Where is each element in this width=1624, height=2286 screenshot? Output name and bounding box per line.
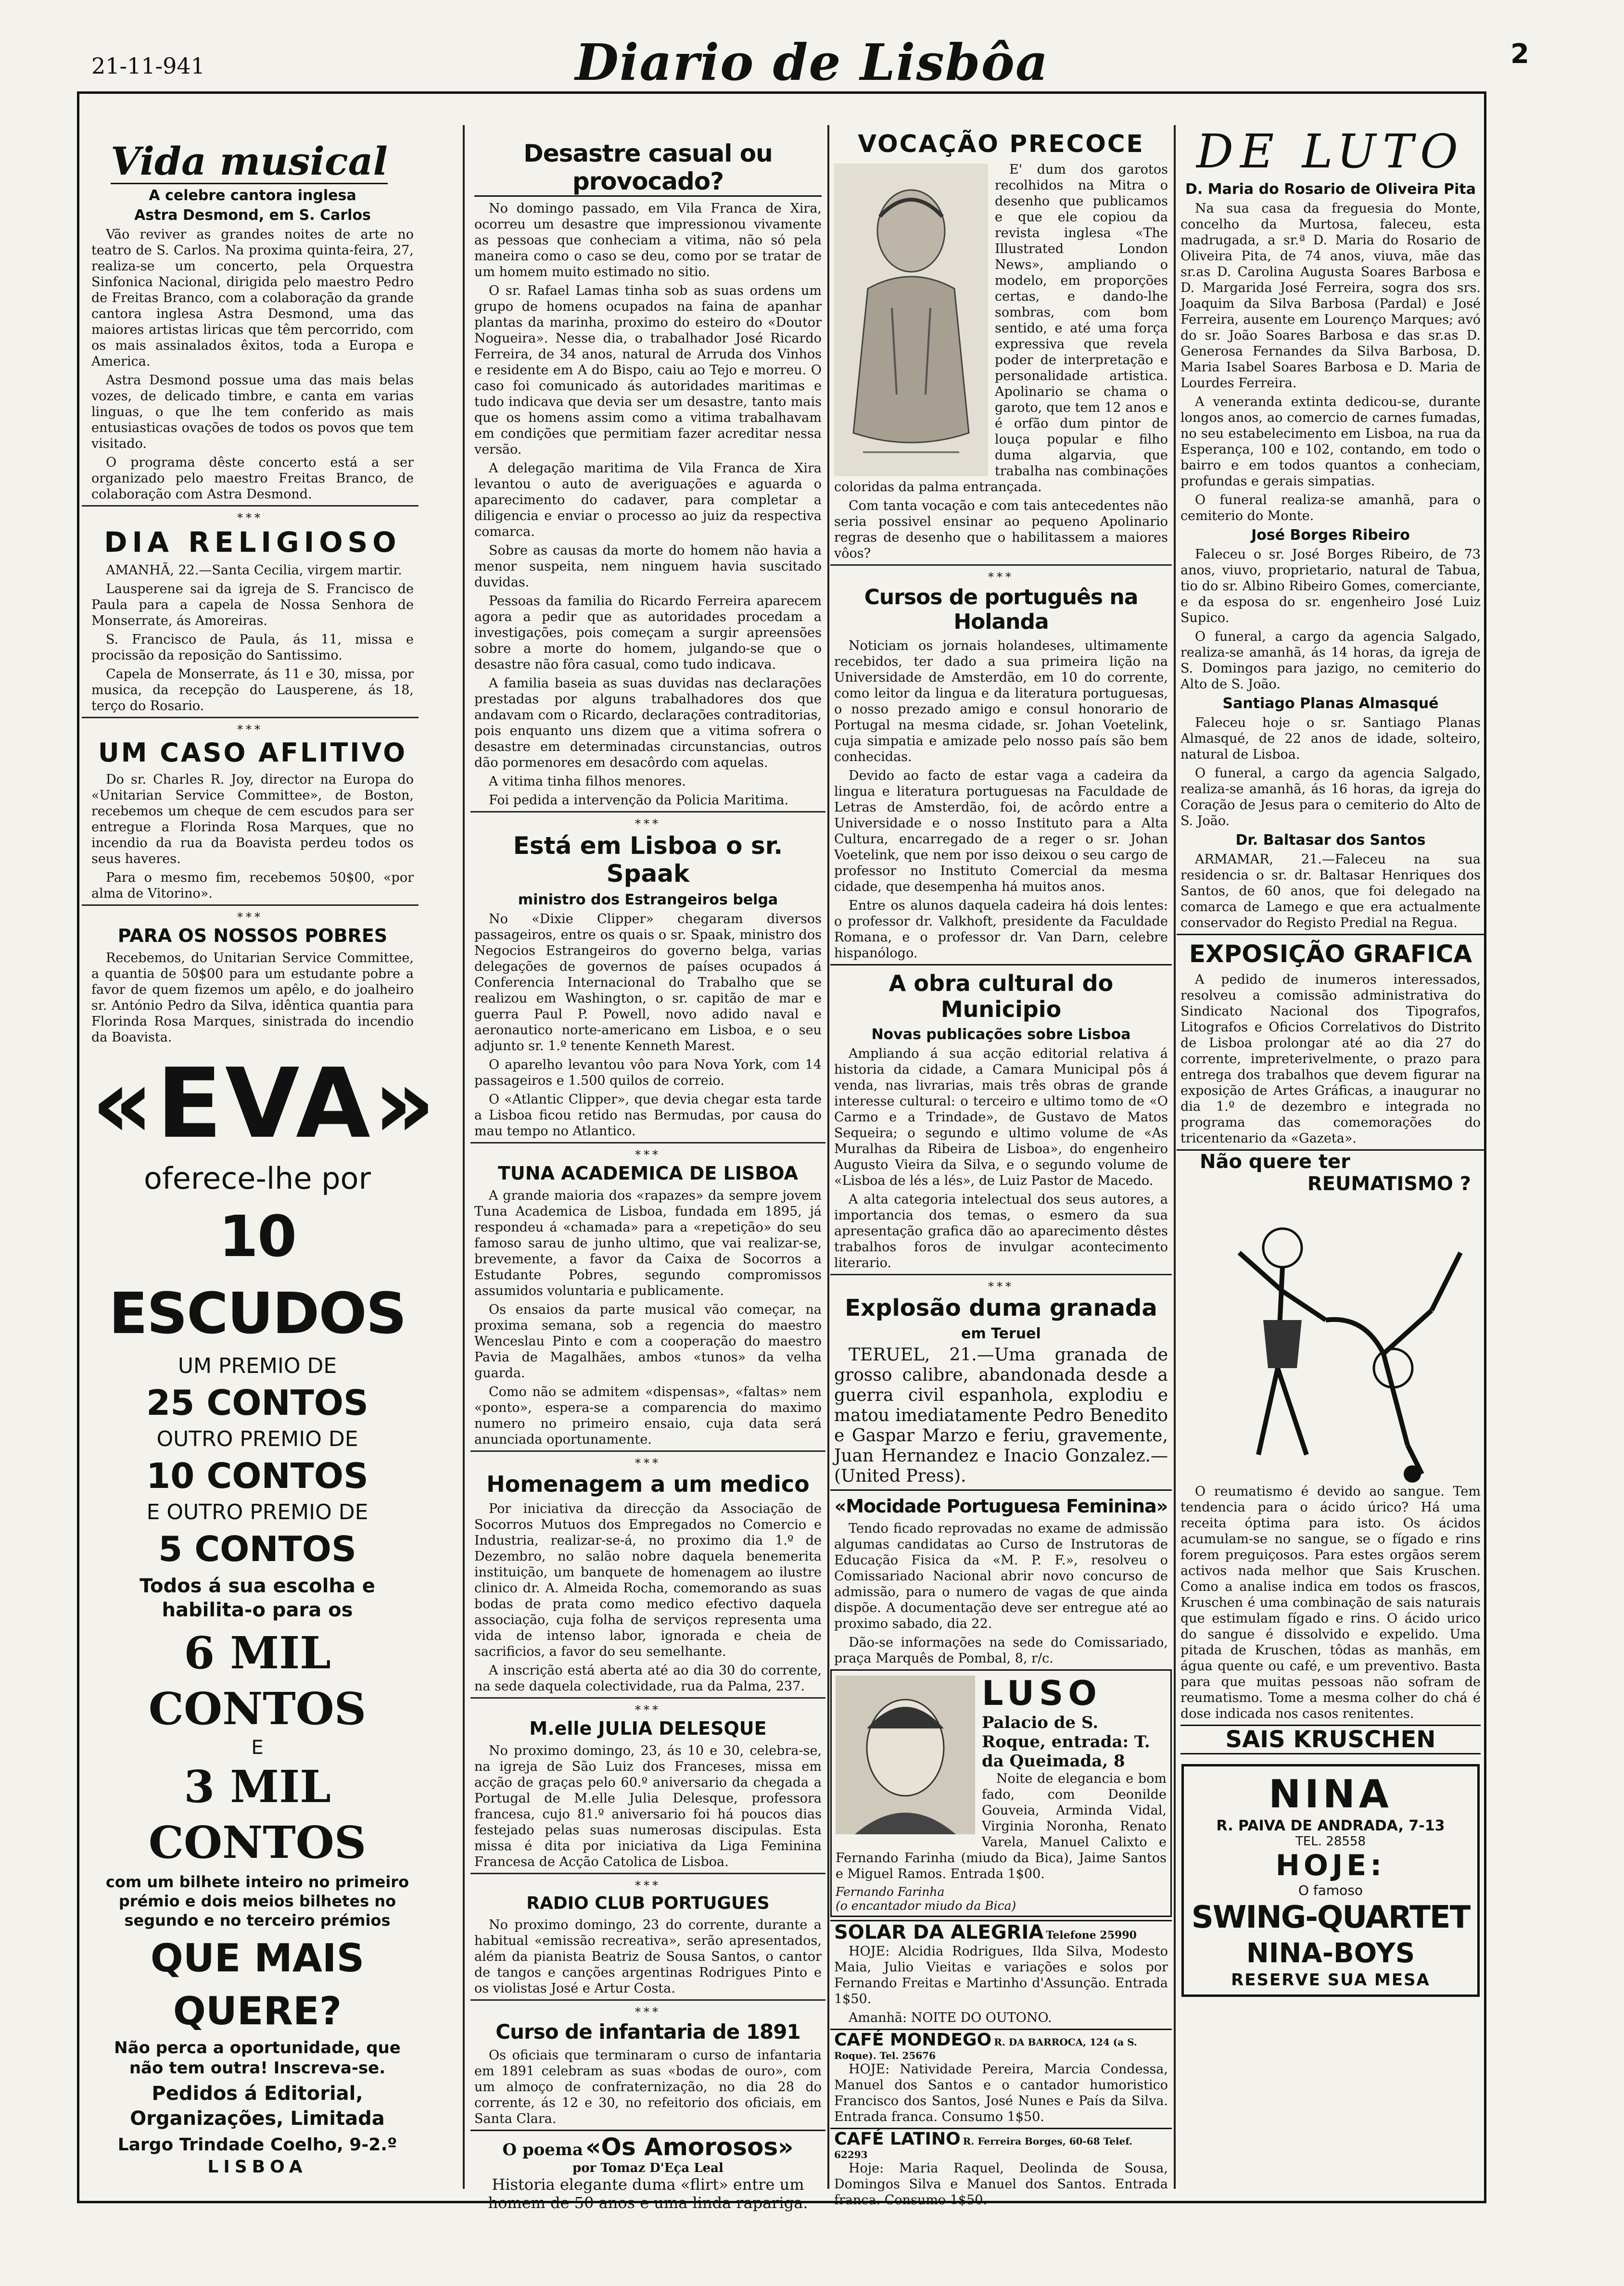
separator: ⁎⁎⁎ bbox=[470, 1697, 825, 1713]
article-paragraph: A veneranda extinta dedicou-se, durante longos anos, ao comercio de carnes fumadas, no seu estabelecimento em Lisboa, na rua da Esperança, 100 e 102, contando, em todo o bairro e em todos quantos a conheciam, profundas e gerais simpatias. bbox=[1180, 394, 1481, 489]
article-paragraph: No proximo domingo, 23, ás 10 e 30, celebra-se, na igreja de São Luiz dos Franceses, missa em acção de graças pelo 60.º aniversario da chegada a Portugal de M.elle Julia Delesque, professora francesa, cujo 81.º aniversario foi há poucos dias festejado pelas suas numerosas discipulas. Esta missa é dita por iniciativa da Liga Feminina Francesa de Acção Catolica de Lisboa. bbox=[474, 1743, 822, 1869]
eva-and: E bbox=[251, 1737, 264, 1759]
infantaria-article bbox=[470, 2020, 825, 2127]
eva-jackpot-2: 3 MIL CONTOS bbox=[148, 1761, 367, 1868]
nina-today: HOJE: bbox=[1275, 1849, 1386, 1882]
holanda-article bbox=[830, 585, 1172, 961]
separator: ⁎⁎⁎ bbox=[470, 1873, 825, 1889]
article-paragraph: Noticiam os jornais holandeses, ultimamente recebidos, ter dado a sua primeira lição na Universidade de Amsterdão, em 10 do corrente, como leitor da lingua e da literatura portuguesas, o nosso prezado amigo e consul honorario de Portugal na mesma cidade, sr. Johan Voetelink, cuja simpatia e amizade pelo nosso país são bem conhecidas. bbox=[834, 638, 1168, 764]
luso-caption-2: (o encantador miudo da Bica) bbox=[836, 1899, 1016, 1913]
solar-ad bbox=[830, 1920, 1172, 2026]
article-paragraph: Os oficiais que terminaram o curso de infantaria em 1891 celebram as suas «bodas de ouro», com um almoço de confraternização, no dia 28 do corrente, ás 12 e 30, no refeitorio dos oficiais, em Santa Clara. bbox=[474, 2048, 822, 2126]
eva-price: 10 ESCUDOS bbox=[109, 1203, 406, 1346]
amorosos-author: por Tomaz D'Eça Leal bbox=[572, 2161, 723, 2175]
eva-address: Largo Trindade Coelho, 9-2.º bbox=[117, 2135, 397, 2155]
amorosos-pre: O poema bbox=[502, 2140, 584, 2159]
homenagem-article bbox=[470, 1471, 825, 1694]
article-paragraph: Sobre as causas da morte do homem não havia a menor suspeita, nem ninguem havia suscitado duvidas. bbox=[474, 543, 822, 590]
solar-text-2: Amanhã: NOITE DO OUTONO. bbox=[849, 2010, 1052, 2025]
article-paragraph: Recebemos, do Unitarian Service Committee, a quantia de 50$00 para um estudante pobre a favor de quem fizemos um apêlo, e do joalheiro sr. António Pedro da Silva, idêntica quantia para Florinda Rosa Marques, sinistrada do incendio da Boavista. bbox=[91, 951, 414, 1045]
luso-address: Palacio de S. Roque, entrada: T. da Queimada, 8 bbox=[982, 1713, 1150, 1771]
radio-heading: RADIO CLUB PORTUGUES bbox=[526, 1893, 770, 1913]
vocacao-article bbox=[830, 130, 1172, 561]
article-paragraph: Faleceu hoje o sr. Santiago Planas Almasqué, de 22 anos de idade, solteiro, natural de Lisboa. bbox=[1180, 715, 1481, 762]
latino-address: R. Ferreira Borges, 60-68 Telef. 62293 bbox=[834, 2135, 1133, 2160]
eva-advertisement bbox=[91, 1048, 439, 2177]
eva-prize-line: OUTRO PREMIO DE bbox=[156, 1427, 358, 1451]
page-number: 2 bbox=[1510, 38, 1529, 70]
article-paragraph: Tendo ficado reprovadas no exame de admissão algumas candidatas ao Curso de Instrutoras de Educação Fisica da «M. P. F.», resolveu o Comissariado Nacional abrir novo concurso de admissão, para o numero de vagas de que ainda dispõe. A documentação deve ser entregue até ao proximo sabado, dia 22. bbox=[834, 1521, 1168, 1631]
obituary-name: D. Maria do Rosario de Oliveira Pita bbox=[1185, 181, 1476, 198]
eva-prize-amount: 25 CONTOS bbox=[146, 1383, 368, 1423]
caso-aflitivo-heading: UM CASO AFLITIVO bbox=[98, 737, 407, 768]
article-paragraph: O «Atlantic Clipper», que devia chegar esta tarde a Lisboa ficou retido nas Bermudas, por causa do mau tempo no Atlantico. bbox=[474, 1092, 822, 1139]
separator: ⁎⁎⁎ bbox=[830, 564, 1172, 580]
issue-date: 21-11-941 bbox=[91, 53, 205, 79]
solar-phone: Telefone 25990 bbox=[1046, 1929, 1137, 1942]
column-2 bbox=[470, 96, 825, 2212]
radio-article bbox=[470, 1893, 825, 1996]
luso-caption: Fernando Farinha bbox=[836, 1885, 945, 1899]
article-paragraph: Faleceu o sr. José Borges Ribeiro, de 73 anos, viuvo, proprietario, natural de Tabua, tio do sr. Albino Ribeiro Gomes, comerciante, e da esposa do sr. engenheiro José Luiz Supico. bbox=[1180, 547, 1481, 625]
nina-logo: NINA bbox=[1269, 1772, 1393, 1816]
article-paragraph: No domingo passado, em Vila Franca de Xira, ocorreu um desastre que impressionou vivamente as pessoas que conheciam a vitima, não só pela maneira como o caso se deu, como por se tratar de um homem muito estimado no sitio. bbox=[474, 201, 822, 279]
article-paragraph: Astra Desmond possue uma das mais belas vozes, de delicado timbre, e canta em varias linguas, o que lhe tem conferido as mais entusiasticas ovações de todos os povos que tem visitado. bbox=[91, 373, 414, 451]
homenagem-heading: Homenagem a um medico bbox=[486, 1471, 810, 1497]
delesque-heading: M.elle JULIA DELESQUE bbox=[529, 1718, 767, 1739]
article-paragraph: O funeral, a cargo da agencia Salgado, realiza-se amanhã, ás 16 horas, da igreja do Coração de Jesus para o cemiterio do Alto de S. João. bbox=[1180, 766, 1481, 828]
article-paragraph: A grande maioria dos «rapazes» da sempre jovem Tuna Academica de Lisboa, fundada em 1895, já respondeu á «chamada» para a «repetição» do seu famoso sarau de junho ultimo, que vai realizar-se, brevemente, a favor da Caixa de Socorros a Estudante Pobres, segundo compromissos assumidos voluntaria e publicamente. bbox=[474, 1188, 822, 1298]
article-paragraph: A alta categoria intelectual dos seus autores, a importancia dos temas, o esmero da sua apresentação grafica dão ao aparecimento dêstes trabalhos foros de invulgar acontecimento literario. bbox=[834, 1192, 1168, 1270]
article-paragraph: E' dum dos garotos recolhidos na Mitra o desenho que publicamos e que ele copiou da revista inglesa «The Illustrated London News», ampliando o modelo, em proporções certas, e dando-lhe sombras, com bom sentido, e até uma força expressiva que revela poder de interpretação e personalidade artistica. Apolinario se chama o garoto, que tem 12 anos e é orfão dum pintor de louça popular e filho duma algarvia, que trabalha nas combinações coloridas da palma entrançada. bbox=[834, 162, 1168, 495]
column-4 bbox=[1177, 96, 1484, 2194]
column-rule bbox=[827, 125, 829, 2189]
column-rule bbox=[1174, 125, 1176, 2189]
mondego-ad bbox=[830, 2029, 1172, 2125]
eva-question: QUE MAIS QUERE? bbox=[150, 1936, 365, 2033]
article-paragraph: O aparelho levantou vôo para Nova York, com 14 passageiros e 1.500 quilos de correio. bbox=[474, 1057, 822, 1088]
kruschen-brand: SAIS KRUSCHEN bbox=[1180, 1725, 1481, 1754]
delesque-article bbox=[470, 1718, 825, 1870]
luso-text: Noite de elegancia e bom fado, com Deonilde Gouveia, Arminda Vidal, Virginia Noronha, Renato Varela, Manuel Calixto e Fernando Farinha (miudo da Bica), Jaime Santos e Miguel Ramos. Entrada 1$00. bbox=[836, 1771, 1167, 1881]
article-paragraph: A inscrição está aberta até ao dia 30 do corrente, na sede daquela colectividade, rua da Palma, 237. bbox=[474, 1663, 822, 1694]
vida-musical-subhead-2: Astra Desmond, em S. Carlos bbox=[134, 207, 371, 224]
eva-choice-text: Todos á sua escolha e habilita-o para os bbox=[140, 1575, 375, 1621]
obituary-name: Dr. Baltasar dos Santos bbox=[1235, 832, 1426, 849]
exposicao-heading: EXPOSIÇÃO GRAFICA bbox=[1189, 940, 1472, 968]
article-paragraph: Os ensaios da parte musical vão começar, na proxima semana, sob a regencia do maestro Wenceslau Pinto e com a cooperação do maestro Pavia de Magalhães, ambos «tunos» da velha guarda. bbox=[474, 1302, 822, 1381]
latino-name: CAFÉ LATINO bbox=[834, 2129, 961, 2149]
nina-band: SWING-QUARTET bbox=[1191, 1900, 1470, 1935]
nina-phone: TEL. 28558 bbox=[1295, 1834, 1366, 1849]
dia-religioso-heading: DIA RELIGIOSO bbox=[104, 526, 401, 559]
explosao-heading: Explosão duma granada bbox=[845, 1295, 1157, 1321]
obituary-name: Santiago Planas Almasqué bbox=[1222, 695, 1439, 712]
explosao-subhead: em Teruel bbox=[961, 1325, 1041, 1342]
latino-text: Hoje: Maria Raquel, Deolinda de Sousa, Domingos Silva e Manuel dos Santos. Entrada franca. Consumo 1$50. bbox=[834, 2161, 1168, 2208]
mocidade-article bbox=[830, 1489, 1172, 1666]
municipio-article bbox=[830, 964, 1172, 1271]
obituary-name: José Borges Ribeiro bbox=[1251, 527, 1410, 544]
vida-musical-heading: Vida musical bbox=[111, 139, 388, 184]
kruschen-ad bbox=[1177, 1149, 1484, 1754]
explosao-article bbox=[830, 1295, 1172, 1486]
separator: ⁎⁎⁎ bbox=[470, 1142, 825, 1158]
nina-advertisement bbox=[1181, 1764, 1480, 1997]
article-paragraph: Como não se admitem «dispensas», «faltas» nem «ponto», espera-se a comparencia do maximo numero no primeiro ensaio, cuja data será anunciada oportunamente. bbox=[474, 1384, 822, 1447]
dia-religioso-article bbox=[82, 526, 419, 714]
article-paragraph: O funeral realiza-se amanhã, para o cemiterio do Monte. bbox=[1180, 493, 1481, 523]
solar-text: HOJE: Alcidia Rodrigues, Ilda Silva, Modesto Maia, Julio Vieitas e variações e solos por Fernando Freitas e Martinho d'Assunção. Entrada 1$50. bbox=[834, 1944, 1168, 2007]
article-paragraph: Do sr. Charles R. Joy, director na Europa do «Unitarian Service Committee», de Boston, recebemos um cheque de cem escudos para ser entregue a Florinda Rosa Marques, que no incendio da rua da Boavista perdeu todos os seus haveres. bbox=[91, 772, 414, 866]
nina-famous: O famoso bbox=[1298, 1882, 1363, 1898]
amorosos-ad bbox=[470, 2130, 825, 2214]
article-paragraph: O programa dêste concerto está a ser organizado pelo maestro Freitas Branco, de colaboração com Astra Desmond. bbox=[91, 455, 414, 502]
mondego-name: CAFÉ MONDEGO bbox=[834, 2030, 992, 2050]
article-paragraph: No «Dixie Clipper» chegaram diversos passageiros, entre os quais o sr. Spaak, ministro dos Negocios Estrangeiros do governo belga, varias delegações de governos de países ocupados á Conferencia Internacional do Trabalho que se realizou em Washington, o sr. capitão de mar e guerra Paul P. Powell, novo adido naval e aeronautico norte-americano em Lisboa, e o seu adjunto sr. 1.º tenente Kenneth Marest. bbox=[474, 912, 822, 1054]
article-paragraph: Para o mesmo fim, recebemos 50$00, «por alma de Vitorino». bbox=[91, 870, 414, 901]
mondego-text: HOJE: Natividade Pereira, Marcia Condessa, Manuel dos Santos e o cantador humoristico Francisco dos Santos, José Nunes e País da Silva. Entrada franca. Consumo 1$50. bbox=[834, 2062, 1168, 2124]
luto-heading: DE LUTO bbox=[1196, 125, 1465, 178]
article-paragraph: A pedido de inumeros interessados, resolveu a comissão administrativa do Sindicato Nacional dos Tipografos, Litografos e Oficios Correlativos do Distrito de Lisboa prolongar até ao dia 27 do corrente, impreterivelmente, o prazo para entrega dos trabalhos que devem figurar na exposição de Artes Gráficas, a inaugurar no dia 1.º de dezembro e integrada no programa das comemorações do tricentenario da «Gazeta». bbox=[1180, 972, 1481, 1146]
eva-ticket-text: com um bilhete inteiro no primeiro prémio e dois meios bilhetes no segundo e no terceiro prémios bbox=[105, 1873, 409, 1930]
nina-band-2: NINA-BOYS bbox=[1246, 1938, 1415, 1969]
spaak-article bbox=[470, 832, 825, 1139]
fernando-farinha-photo bbox=[836, 1676, 975, 1834]
article-paragraph: S. Francisco de Paula, ás 11, missa e procissão da reposição do Santissimo. bbox=[91, 632, 414, 663]
nina-reserve: RESERVE SUA MESA bbox=[1231, 1970, 1430, 1990]
column-3 bbox=[830, 96, 1172, 2208]
portrait-image bbox=[836, 1676, 975, 1834]
article-paragraph: Vão reviver as grandes noites de arte no teatro de S. Carlos. Na proxima quinta-feira, 27, realiza-se um concerto, pela Orquestra Sinfonica Nacional, dirigida pelo maestro Pedro de Freitas Branco, com a colaboração da grande cantora inglesa Astra Desmond, uma das maiores artistas liricas que têm percorrido, com os mais assinalados êxitos, toda a Europa e America. bbox=[91, 227, 414, 369]
separator: ⁎⁎⁎ bbox=[830, 1274, 1172, 1290]
article-paragraph: Dão-se informações na sede do Comissariado, praça Marquês de Pombal, 8, r/c. bbox=[834, 1635, 1168, 1666]
spaak-subhead: ministro dos Estrangeiros belga bbox=[518, 891, 778, 908]
vida-musical-article bbox=[82, 96, 419, 502]
tuna-article bbox=[470, 1163, 825, 1448]
nossos-pobres-heading: PARA OS NOSSOS POBRES bbox=[117, 925, 388, 946]
column-rule bbox=[463, 125, 465, 2189]
article-paragraph: A delegação maritima de Vila Franca de Xira levantou o auto de averiguações e aguarda o aparecimento do cadaver, para completar a diligencia e enviar o processo ao juiz da respectiva comarca. bbox=[474, 461, 822, 539]
article-paragraph: AMANHÃ, 22.—Santa Cecilia, virgem martir. bbox=[106, 563, 402, 578]
acrobats-image bbox=[1180, 1195, 1481, 1484]
vocacao-heading: VOCAÇÃO PRECOCE bbox=[858, 130, 1144, 158]
desastre-heading: Desastre casual ou provocado? bbox=[474, 140, 822, 197]
separator: ⁎⁎⁎ bbox=[82, 505, 419, 521]
eva-prize-amount: 5 CONTOS bbox=[158, 1529, 356, 1569]
luto-section bbox=[1177, 125, 1484, 931]
separator: ⁎⁎⁎ bbox=[470, 811, 825, 827]
mocidade-heading: «Mocidade Portuguesa Feminina» bbox=[834, 1496, 1168, 1517]
boy-drawing-illustration bbox=[834, 164, 988, 476]
holanda-heading: Cursos de português na Holanda bbox=[864, 585, 1138, 634]
article-paragraph: Lausperene sai da igreja de S. Francisco de Paula para a capela de Nossa Senhora de Monserrate, ás Amoreiras. bbox=[91, 582, 414, 628]
acrobat-illustration bbox=[1180, 1195, 1481, 1484]
caso-aflitivo-article bbox=[82, 737, 419, 902]
separator: ⁎⁎⁎ bbox=[82, 904, 419, 920]
tuna-heading: TUNA ACADEMICA DE LISBOA bbox=[497, 1163, 798, 1184]
article-paragraph: ARMAMAR, 21.—Faleceu na sua residencia o sr. dr. Baltasar Henriques dos Santos, de 60 anos, que foi delegado na comarca de Lamego e que era actualmente conservador do Registo Predial na Regua. bbox=[1180, 852, 1481, 930]
article-paragraph: Capela de Monserrate, ás 11 e 30, missa, por musica, da recepção do Lausperene, ás 18, terço do Rosario. bbox=[91, 667, 414, 713]
latino-ad bbox=[830, 2128, 1172, 2208]
amorosos-title: «Os Amorosos» bbox=[585, 2133, 794, 2161]
article-paragraph: Na sua casa da freguesia do Monte, concelho da Murtosa, faleceu, esta madrugada, a sr.ª D. Maria do Rosario de Oliveira Pita, de 74 anos, viuva, mãe das sr.as D. Carolina Augusta Soares Barbosa e D. Margarida José Ferreira, sogra dos srs. Joaquim da Silva Barbosa (Pardal) e José Ferreira, ausente em Lourenço Marques; avó do sr. João Soares Barbosa e das sr.as D. Generosa Fernandes da Silva Barbosa, D. Maria Isabel Soares Barbosa e D. Maria de Lourdes Ferreira. bbox=[1180, 201, 1481, 391]
article-paragraph: TERUEL, 21.—Uma granada de grosso calibre, abandonada desde a guerra civil espanhola, explodiu e matou imediatamente Pedro Benedito e Gaspar Marzo e feriu, gravemente, Juan Hernandez e Inacio Gonzalez.—(United Press). bbox=[834, 1345, 1168, 1486]
exposicao-article bbox=[1177, 934, 1484, 1146]
article-paragraph: Pessoas da familia do Ricardo Ferreira aparecem agora a pedir que as autoridades procedam a investigações, pois começam a surgir apreensões sobre a morte do homem, julgando-se que o desastre não fôra casual, como tudo indicava. bbox=[474, 594, 822, 672]
eva-prize-line: E OUTRO PREMIO DE bbox=[146, 1500, 368, 1524]
article-paragraph: No proximo domingo, 23 do corrente, durante a habitual «emissão recreativa», serão apresentados, além da pianista Beatriz de Sousa Santos, o cantor de tangos e canções argentinas Rodrigues Pinto e os violistas José e Artur Costa. bbox=[474, 1918, 822, 1996]
eva-offer: oferece-lhe por bbox=[144, 1161, 371, 1196]
article-paragraph: A familia baseia as suas duvidas nas declarações prestadas por alguns trabalhadores dos que andavam com o Ricardo, declarações contraditorias, pois enquanto uns dizem que a vitima sofrera o desastre em determinadas circunstancias, outros dão pormenores em desacôrdo com aquelas. bbox=[474, 676, 822, 770]
article-paragraph: Devido ao facto de estar vaga a cadeira da lingua e literatura portuguesas na Faculdade de Letras de Amsterdão, foi, de acôrdo entre a Universidade e o nosso Instituto para a Alta Cultura, encarregado de a reger o sr. Johan Voetelink, que nem por isso deixou o seu cargo de professor no Instituto Comercial da mesma cidade, que desempenha há muitos anos. bbox=[834, 768, 1168, 894]
article-paragraph: Foi pedida a intervenção da Policia Maritima. bbox=[489, 793, 789, 808]
luso-brand: LUSO bbox=[982, 1674, 1102, 1713]
separator: ⁎⁎⁎ bbox=[470, 1450, 825, 1466]
article-paragraph: O funeral, a cargo da agencia Salgado, realiza-se amanhã, ás 14 horas, da igreja de S. Domingos para jazigo, no cemiterio do Alto de S. João. bbox=[1180, 629, 1481, 692]
article-paragraph: Ampliando á sua acção editorial relativa á historia da cidade, a Camara Municipal pôs á venda, nas livrarias, mais três obras de grande interesse cultural: o terceiro e ultimo tomo de «O Carmo e a Trindade», de Gustavo de Matos Sequeira; o segundo e ultimo volume de «As Muralhas da Ribeira de Lisboa», do engenheiro Augusto Vieira da Silva, e o segundo volume de «Lisboa de lés a lés», de Luiz Pastor de Macedo. bbox=[834, 1046, 1168, 1188]
masthead bbox=[0, 19, 1624, 92]
eva-prize-line: UM PREMIO DE bbox=[178, 1354, 337, 1378]
drawing-image bbox=[834, 164, 988, 476]
spaak-heading: Está em Lisboa o sr. Spaak bbox=[513, 832, 783, 888]
solar-name: SOLAR DA ALEGRIA bbox=[834, 1921, 1044, 1943]
luso-ad bbox=[830, 1669, 1172, 1917]
article-paragraph: O sr. Rafael Lamas tinha sob as suas ordens um grupo de homens ocupados na faina de apanhar plantas da marinha, proximo do esteiro do «Doutor Nogueira». Nesse dia, o trabalhador José Ricardo Ferreira, de 34 anos, natural de Arruda dos Vinhos e residente em A do Bispo, caiu ao Tejo e morreu. O caso foi comunicado ás autoridades maritimas e tudo indicava que devia ser um desastre, tanto mais que os homens assim como a vitima trabalhavam em condições que permitiam fazer acreditar nessa versão. bbox=[474, 283, 822, 457]
eva-cta: Não perca a oportunidade, que não tem outra! Inscreva-se. bbox=[114, 2038, 401, 2078]
kruschen-question-2: REUMATISMO ? bbox=[1307, 1173, 1471, 1195]
eva-jackpot: 6 MIL CONTOS bbox=[148, 1627, 367, 1735]
nina-address: R. PAIVA DE ANDRADA, 7-13 bbox=[1216, 1817, 1445, 1834]
article-paragraph: Com tanta vocação e com tais antecedentes não seria possivel ensinar ao pequeno Apolinario regras de desenho que o habilitassem a maiores vôos? bbox=[834, 498, 1168, 561]
eva-city: LISBOA bbox=[207, 2157, 307, 2177]
separator: ⁎⁎⁎ bbox=[82, 717, 419, 733]
article-paragraph: A vitima tinha filhos menores. bbox=[489, 774, 686, 789]
mondego-address: R. DA BARROCA, 124 (a S. Roque). Tel. 25676 bbox=[834, 2036, 1137, 2061]
newspaper-title: Diario de Lisbôa bbox=[575, 33, 1049, 92]
amorosos-blurb: Historia elegante duma «flirt» entre um homem de 50 anos e uma linda rapariga. bbox=[488, 2175, 808, 2212]
municipio-heading: A obra cultural do Municipio bbox=[888, 970, 1114, 1022]
kruschen-question: Não quere ter bbox=[1200, 1151, 1350, 1173]
desastre-article bbox=[470, 140, 825, 808]
nossos-pobres-article bbox=[82, 925, 419, 1045]
separator: ⁎⁎⁎ bbox=[470, 1999, 825, 2015]
article-paragraph: Entre os alunos daquela cadeira há dois lentes: o professor dr. Valkhoft, presidente da Faculdade Romana, e o professor dr. Van Darn, celebre hispanólogo. bbox=[834, 898, 1168, 961]
municipio-subhead: Novas publicações sobre Lisboa bbox=[871, 1026, 1131, 1043]
infantaria-heading: Curso de infantaria de 1891 bbox=[495, 2020, 800, 2044]
eva-prize-amount: 10 CONTOS bbox=[146, 1456, 368, 1496]
article-paragraph: Por iniciativa da direcção da Associação de Socorros Mutuos dos Empregados no Comercio e Industria, realizar-se-á, no proximo dia 1.º de Dezembro, no salão nobre daquela benemerita instituição, um banquete de homenagem ao ilustre clinico dr. A. Almeida Rocha, comemorando as suas bodas de prata como medico efectivo daquela associação, cuja folha de serviços representa uma vida de intenso labor, ignorada e cheia de sacrificios, a favor do seu semelhante. bbox=[474, 1501, 822, 1659]
eva-orders: Pedidos á Editorial, Organizações, Limitada bbox=[130, 2083, 385, 2130]
vida-musical-subhead: A celebre cantora inglesa bbox=[149, 187, 356, 204]
eva-brand: «EVA» bbox=[91, 1048, 439, 1160]
kruschen-text: O reumatismo é devido ao sangue. Tem tendencia para o ácido úrico? Há uma receita óptima para isto. Os ácidos acumulam-se no sangue, se o fígado e rins forem preguiçosos. Para estes orgãos serem activos nada melhor que Sais Kruschen. Como a analise indica em todos os frascos, Kruschen é uma combinação de sais naturais que estimulam fígado e rins. O ácido urico do sangue é dissolvido e expelido. Uma pitada de Kruschen, tôdas as manhãs, em água quente ou café, e um preventivo. Basta para que muitas pessoas não sofram de reumatismo. Tome a mesma colher do chá é dose indicada nos casos renitentes. bbox=[1180, 1484, 1481, 1721]
